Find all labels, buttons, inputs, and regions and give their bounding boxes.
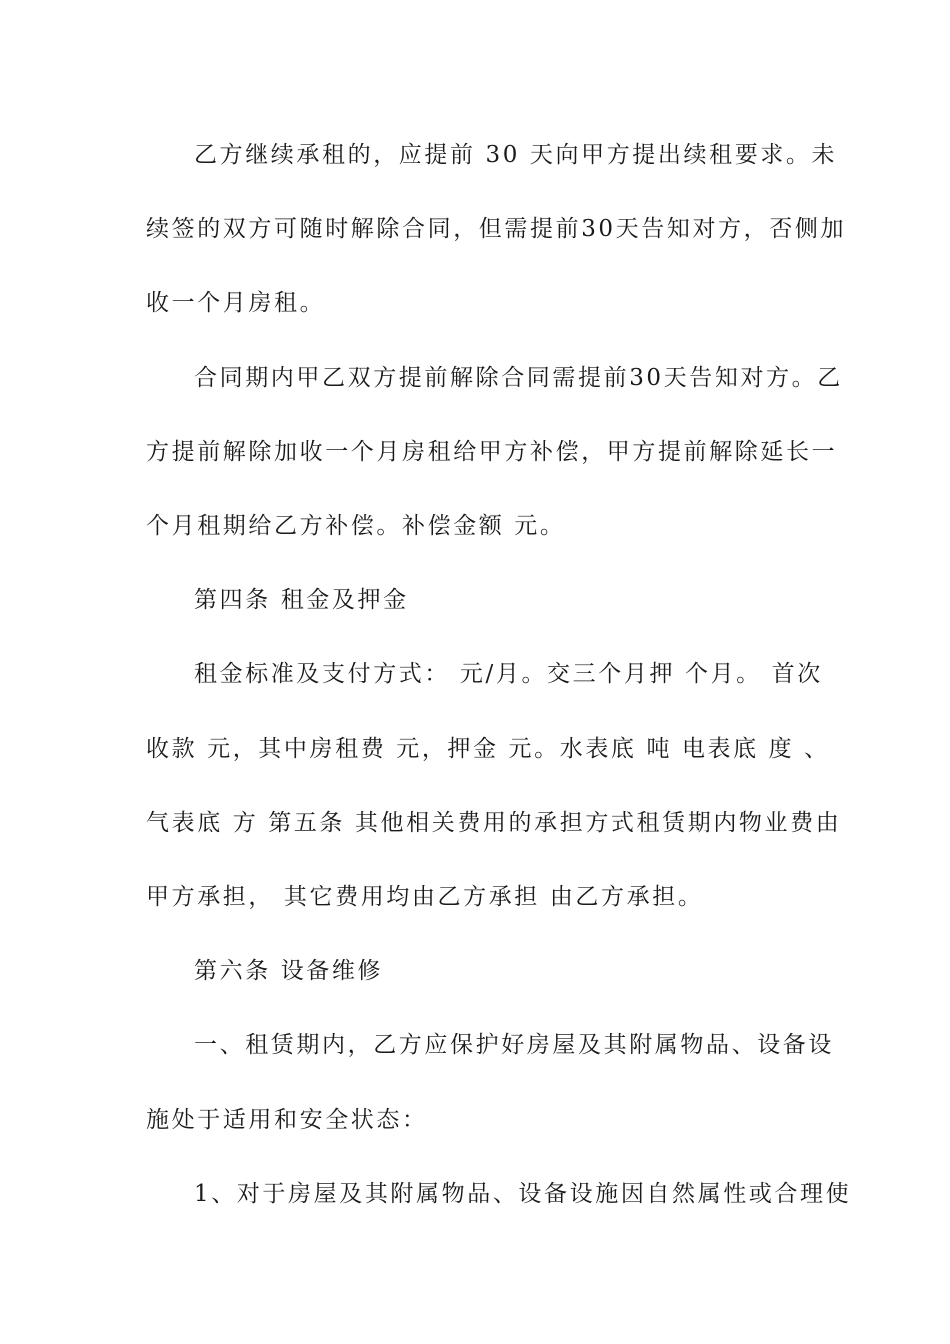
paragraph-line: 气表底 方 第五条 其他相关费用的承担方式租赁期内物业费由 xyxy=(146,810,842,836)
paragraph-line: 甲方承担， 其它费用均由乙方承担 由乙方承担。 xyxy=(146,884,704,910)
paragraph-line: 1、对于房屋及其附属物品、设备设施因自然属性或合理使 xyxy=(194,1181,852,1207)
paragraph-line: 乙方继续承租的，应提前 30 天向甲方提出续租要求。未 xyxy=(194,142,838,168)
paragraph-line: 一、租赁期内，乙方应保护好房屋及其附属物品、设备设 xyxy=(194,1032,834,1058)
paragraph-line: 租金标准及支付方式： 元/月。交三个月押 个月。 首次 xyxy=(194,661,823,687)
paragraph-line: 施处于适用和安全状态： xyxy=(146,1107,428,1133)
paragraph-line: 个月租期给乙方补偿。补偿金额 元。 xyxy=(146,513,566,539)
section-heading: 第四条 租金及押金 xyxy=(194,587,409,613)
paragraph-line: 收一个月房租。 xyxy=(146,290,326,316)
paragraph-line: 收款 元，其中房租费 元，押金 元。水表底 吨 电表底 度 、 xyxy=(146,736,830,762)
paragraph-line: 方提前解除加收一个月房租给甲方补偿，甲方提前解除延长一 xyxy=(146,439,838,465)
paragraph-line: 合同期内甲乙双方提前解除合同需提前30天告知对方。乙 xyxy=(194,365,843,391)
paragraph-line: 续签的双方可随时解除合同，但需提前30天告知对方，否侧加 xyxy=(146,216,847,242)
section-heading: 第六条 设备维修 xyxy=(194,958,384,984)
